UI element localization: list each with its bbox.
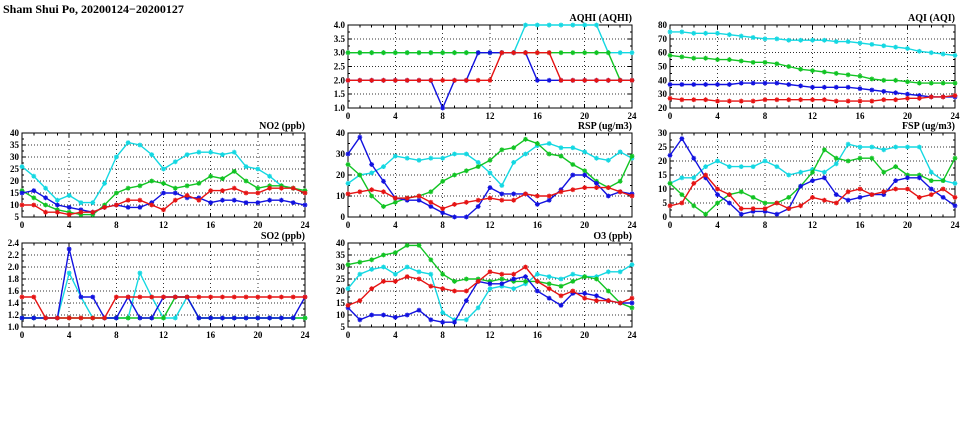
aqi-xtick-label: 8	[762, 111, 768, 121]
o3-ytick-label: 5	[340, 322, 345, 332]
no2-ytick-label: 40	[10, 128, 19, 138]
aqhi-ytick-label: 1.5	[333, 89, 345, 100]
rsp-ytick-label: 40	[336, 128, 345, 138]
so2-ytick-label: 1.0	[7, 322, 19, 332]
so2-ytick-label: 2.2	[7, 250, 19, 260]
rsp-ytick-label: 30	[336, 149, 345, 159]
o3-chart	[322, 230, 639, 342]
so2-ytick-label: 2.4	[7, 238, 19, 248]
rsp-chart-title: RSP (ug/m3)	[577, 121, 632, 132]
fsp-ytick-label: 10	[658, 184, 667, 194]
so2-ytick-label: 1.4	[7, 298, 19, 308]
so2-xtick-label: 20	[253, 330, 263, 340]
aqi-series-cyan-line	[670, 32, 955, 56]
aqhi-chart-title: AQHI (AQHI)	[569, 13, 632, 24]
rsp-ytick-label: 0	[340, 212, 345, 222]
aqi-chart-title: AQI (AQI)	[908, 13, 955, 24]
fsp-xtick-label: 8	[762, 220, 768, 230]
aqi-ytick-label: 70	[658, 33, 667, 44]
aqi-ytick-label: 20	[658, 103, 667, 113]
aqi-chart	[644, 12, 962, 123]
fsp-xtick-label: 16	[855, 220, 865, 230]
no2-xtick-label: 0	[19, 220, 25, 230]
no2-ytick-label: 20	[10, 176, 19, 186]
o3-ytick-label: 20	[336, 286, 345, 296]
no2-ytick-label: 35	[10, 140, 19, 150]
rsp-xtick-label: 12	[485, 220, 495, 230]
rsp-chart	[322, 120, 639, 232]
aqi-ytick-label: 40	[658, 75, 667, 86]
no2-ytick-label: 5	[14, 212, 19, 222]
so2-xtick-label: 4	[66, 330, 72, 340]
fsp-xtick-label: 12	[808, 220, 817, 230]
fsp-ytick-label: 30	[658, 128, 667, 138]
aqhi-xtick-label: 4	[393, 111, 398, 121]
fsp-xtick-label: 4	[715, 220, 720, 230]
fsp-ytick-label: 15	[658, 170, 667, 180]
o3-xtick-label: 0	[345, 330, 351, 340]
aqhi-xtick-label: 8	[440, 111, 445, 121]
aqhi-xtick-label: 20	[580, 111, 590, 121]
o3-ytick-label: 15	[336, 298, 345, 308]
no2-ytick-label: 15	[10, 188, 19, 198]
so2-xtick-label: 16	[206, 330, 216, 340]
o3-ytick-label: 10	[336, 310, 345, 320]
rsp-ytick-label: 10	[336, 191, 345, 201]
no2-chart	[0, 120, 312, 232]
aqi-xtick-label: 24	[950, 111, 960, 121]
no2-ytick-label: 25	[10, 164, 19, 174]
no2-xtick-label: 8	[114, 220, 119, 230]
aqhi-xtick-label: 16	[532, 111, 542, 121]
rsp-xtick-label: 20	[580, 220, 590, 230]
so2-chart	[0, 230, 312, 342]
no2-xtick-label: 24	[300, 220, 310, 230]
aqi-ytick-label: 80	[658, 20, 667, 30]
no2-axis-labels	[10, 128, 310, 230]
aqi-xtick-label: 0	[667, 111, 673, 121]
o3-ytick-label: 40	[336, 238, 345, 248]
rsp-xtick-label: 24	[627, 220, 637, 230]
aqhi-ytick-label: 1.0	[333, 103, 345, 113]
aqhi-xtick-label: 0	[345, 111, 351, 121]
o3-ytick-label: 30	[336, 262, 345, 272]
aqhi-ytick-label: 2.5	[333, 61, 345, 72]
no2-xtick-label: 20	[253, 220, 263, 230]
fsp-chart-title: FSP (ug/m3)	[901, 121, 955, 132]
aqi-series-blue-markers	[668, 81, 958, 100]
aqi-xtick-label: 4	[715, 111, 720, 121]
o3-xtick-label: 20	[580, 330, 590, 340]
o3-xtick-label: 4	[393, 330, 398, 340]
so2-chart-title: SO2 (ppb)	[260, 231, 305, 242]
aqi-ytick-label: 30	[658, 89, 667, 100]
no2-ytick-label: 30	[10, 152, 19, 162]
so2-ytick-label: 2.0	[7, 262, 19, 272]
no2-xtick-label: 12	[159, 220, 168, 230]
o3-ytick-label: 25	[336, 274, 345, 284]
fsp-ytick-label: 25	[658, 142, 667, 152]
fsp-ytick-label: 0	[662, 212, 667, 222]
rsp-xtick-label: 4	[393, 220, 398, 230]
rsp-ytick-label: 20	[336, 170, 345, 180]
o3-xtick-label: 24	[627, 330, 637, 340]
o3-xtick-label: 8	[440, 330, 445, 340]
no2-chart-title: NO2 (ppb)	[259, 121, 305, 132]
aqhi-ytick-label: 2.0	[333, 75, 345, 86]
o3-xtick-label: 12	[485, 330, 495, 340]
so2-xtick-label: 8	[114, 330, 119, 340]
o3-xtick-label: 16	[532, 330, 542, 340]
fsp-chart	[644, 120, 962, 232]
aqhi-ytick-label: 4.0	[333, 20, 345, 30]
no2-ytick-label: 10	[10, 200, 19, 210]
so2-xtick-label: 12	[159, 330, 168, 340]
rsp-xtick-label: 16	[532, 220, 542, 230]
rsp-xtick-label: 8	[440, 220, 445, 230]
fsp-ytick-label: 20	[658, 156, 667, 166]
so2-ytick-label: 1.6	[7, 286, 19, 296]
fsp-ytick-label: 5	[662, 198, 667, 208]
o3-axis-labels	[336, 238, 637, 340]
aqhi-ytick-label: 3.5	[333, 33, 345, 44]
rsp-xtick-label: 0	[345, 220, 351, 230]
rsp-series-cyan-markers	[346, 141, 635, 188]
so2-ytick-label: 1.8	[7, 274, 19, 284]
fsp-series-blue-markers	[668, 136, 958, 216]
fsp-xtick-label: 20	[903, 220, 912, 230]
aqhi-xtick-label: 12	[485, 111, 495, 121]
no2-xtick-label: 4	[66, 220, 72, 230]
so2-axis-labels	[8, 238, 310, 340]
so2-xtick-label: 0	[19, 330, 25, 340]
aqhi-ytick-label: 3.0	[333, 47, 345, 58]
aqi-xtick-label: 12	[808, 111, 817, 121]
so2-ytick-label: 1.2	[7, 310, 19, 320]
no2-xtick-label: 16	[206, 220, 216, 230]
o3-chart-title: O3 (ppb)	[593, 231, 632, 242]
aqhi-chart	[322, 12, 639, 123]
fsp-xtick-label: 0	[667, 220, 673, 230]
aqhi-xtick-label: 24	[627, 111, 637, 121]
aqi-ytick-label: 60	[658, 47, 667, 58]
aqi-ytick-label: 50	[658, 61, 667, 72]
page-title: Sham Shui Po, 20200124−20200127	[3, 2, 184, 16]
aqi-xtick-label: 16	[855, 111, 865, 121]
aqi-xtick-label: 20	[903, 111, 912, 121]
so2-xtick-label: 24	[300, 330, 310, 340]
o3-ytick-label: 35	[336, 250, 345, 260]
fsp-xtick-label: 24	[950, 220, 960, 230]
aqhi-axis-labels	[334, 20, 637, 121]
